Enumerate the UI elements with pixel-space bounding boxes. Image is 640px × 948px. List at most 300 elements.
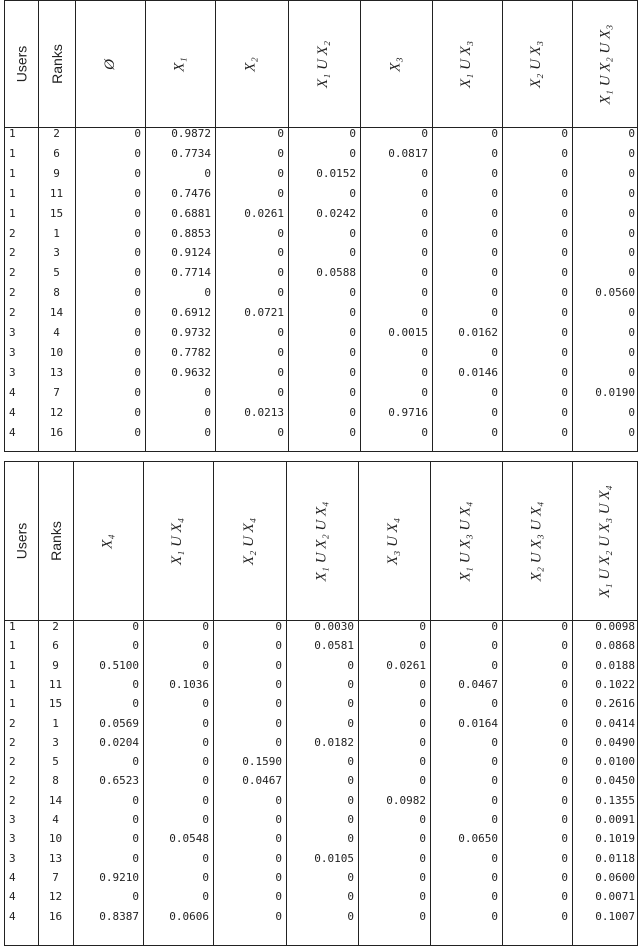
value-cell: 0.8853 xyxy=(171,226,211,240)
value-cell: 0.0213 xyxy=(244,405,284,419)
rank-cell: 4 xyxy=(52,813,59,826)
value-cell: 0.2616 xyxy=(595,697,635,711)
value-cell: 0 xyxy=(628,405,635,419)
value-cell: 0 xyxy=(419,755,426,769)
value-cell: 0.0467 xyxy=(458,677,498,691)
value-cell: 0 xyxy=(275,639,282,653)
value-cell: 0 xyxy=(134,306,141,320)
rank-cell: 16 xyxy=(49,425,64,439)
rank-cell: 3 xyxy=(53,246,60,260)
value-cell: 0 xyxy=(421,306,428,320)
user-cell: 4 xyxy=(9,425,16,439)
column-header xyxy=(572,462,639,620)
value-cell: 0.0152 xyxy=(316,166,356,180)
value-cell: 0 xyxy=(134,326,141,339)
column-header xyxy=(502,462,572,620)
value-cell: 0 xyxy=(134,286,141,300)
user-cell: 4 xyxy=(9,385,16,399)
column-header-label: X₁ U X₂ U X₃ xyxy=(597,24,613,104)
value-cell: 0 xyxy=(275,851,282,865)
value-cell: 0.7714 xyxy=(171,266,211,280)
rank-cell: 2 xyxy=(52,620,59,633)
value-cell: 0 xyxy=(491,870,498,884)
value-cell: 0 xyxy=(491,909,498,923)
value-cell: 0 xyxy=(134,127,141,140)
value-cell: 0 xyxy=(561,870,568,884)
rank-cell: 6 xyxy=(53,146,60,160)
value-cell: 0 xyxy=(132,793,139,807)
rank-cell: 9 xyxy=(52,658,59,672)
user-cell: 1 xyxy=(9,166,16,180)
value-cell: 0 xyxy=(491,186,498,200)
value-cell: 0 xyxy=(561,246,568,260)
value-cell: 0 xyxy=(421,206,428,220)
value-cell: 0 xyxy=(561,206,568,220)
value-cell: 0 xyxy=(419,813,426,826)
value-cell: 0 xyxy=(628,365,635,379)
value-cell: 0 xyxy=(202,735,209,749)
value-cell: 0 xyxy=(491,890,498,904)
value-cell: 0 xyxy=(421,127,428,140)
value-cell: 0 xyxy=(561,658,568,672)
value-cell: 0 xyxy=(491,166,498,180)
user-cell: 1 xyxy=(9,206,16,220)
value-cell: 0 xyxy=(275,832,282,846)
value-cell: 0 xyxy=(421,345,428,359)
value-cell: 0 xyxy=(561,266,568,280)
rank-cell: 5 xyxy=(53,266,60,280)
value-cell: 0 xyxy=(277,326,284,339)
value-cell: 0 xyxy=(202,755,209,769)
value-cell: 0 xyxy=(561,716,568,730)
value-cell: 0.0581 xyxy=(314,639,354,653)
value-cell: 0 xyxy=(202,851,209,865)
value-cell: 0.9732 xyxy=(171,326,211,339)
column-header xyxy=(430,462,502,620)
value-cell: 0 xyxy=(561,755,568,769)
value-cell: 0.6881 xyxy=(171,206,211,220)
value-cell: 0 xyxy=(132,639,139,653)
value-cell: 0 xyxy=(202,639,209,653)
value-cell: 0.6912 xyxy=(171,306,211,320)
value-cell: 0.0162 xyxy=(458,326,498,339)
value-cell: 0.9632 xyxy=(171,365,211,379)
value-cell: 0.8387 xyxy=(99,909,139,923)
column-header xyxy=(5,462,38,620)
value-cell: 0 xyxy=(419,890,426,904)
value-cell: 0.0650 xyxy=(458,832,498,846)
value-cell: 0 xyxy=(134,425,141,439)
value-cell: 0 xyxy=(277,385,284,399)
value-cell: 0 xyxy=(628,326,635,339)
column-header-label: X₃ U X₄ xyxy=(385,517,402,565)
value-cell: 0.0188 xyxy=(595,658,635,672)
rank-cell: 16 xyxy=(48,909,63,923)
column-header-label: X₂ U X₃ xyxy=(528,40,545,88)
value-cell: 0 xyxy=(628,226,635,240)
value-cell: 0 xyxy=(275,620,282,633)
value-cell: 0 xyxy=(349,385,356,399)
value-cell: 0 xyxy=(628,425,635,439)
column-header xyxy=(502,1,572,127)
value-cell: 0 xyxy=(349,326,356,339)
rank-cell: 11 xyxy=(49,186,64,200)
value-cell: 0 xyxy=(491,620,498,633)
value-cell: 0 xyxy=(491,226,498,240)
value-cell: 0 xyxy=(491,206,498,220)
value-cell: 0.1590 xyxy=(242,755,282,769)
column-header xyxy=(73,462,143,620)
rank-cell: 14 xyxy=(49,306,64,320)
value-cell: 0 xyxy=(491,266,498,280)
column-header xyxy=(213,462,286,620)
value-cell: 0 xyxy=(202,774,209,788)
value-cell: 0.0606 xyxy=(169,909,209,923)
value-cell: 0 xyxy=(347,697,354,711)
value-cell: 0.0450 xyxy=(595,774,635,788)
value-cell: 0 xyxy=(421,266,428,280)
value-cell: 0 xyxy=(134,365,141,379)
column-header xyxy=(145,1,215,127)
value-cell: 0 xyxy=(132,697,139,711)
value-cell: 0 xyxy=(347,813,354,826)
value-cell: 0.0548 xyxy=(169,832,209,846)
rank-cell: 11 xyxy=(48,677,63,691)
column-header-label: X₁ U X₃ U X₄ xyxy=(457,501,474,581)
rank-cell: 1 xyxy=(53,226,60,240)
value-cell: 0 xyxy=(561,909,568,923)
value-cell: 0 xyxy=(204,385,211,399)
user-cell: 3 xyxy=(9,365,16,379)
value-cell: 0 xyxy=(491,127,498,140)
value-cell: 0 xyxy=(275,813,282,826)
value-cell: 0.0817 xyxy=(388,146,428,160)
value-cell: 0 xyxy=(491,813,498,826)
value-cell: 0 xyxy=(202,697,209,711)
value-cell: 0 xyxy=(561,620,568,633)
rank-cell: 9 xyxy=(53,166,60,180)
value-cell: 0 xyxy=(628,345,635,359)
value-cell: 0.0030 xyxy=(314,620,354,633)
user-cell: 2 xyxy=(9,774,16,788)
column-header xyxy=(75,1,145,127)
value-cell: 0 xyxy=(277,345,284,359)
column-header xyxy=(358,462,430,620)
value-cell: 0 xyxy=(561,127,568,140)
rank-cell: 2 xyxy=(53,127,60,140)
value-cell: 0 xyxy=(349,146,356,160)
user-cell: 3 xyxy=(9,813,16,826)
value-cell: 0.0560 xyxy=(595,286,635,300)
column-header xyxy=(572,1,639,127)
user-cell: 4 xyxy=(9,870,16,884)
rank-cell: 12 xyxy=(49,405,64,419)
value-cell: 0 xyxy=(419,832,426,846)
value-cell: 0 xyxy=(491,755,498,769)
value-cell: 0 xyxy=(132,851,139,865)
column-header xyxy=(286,462,358,620)
value-cell: 0 xyxy=(561,226,568,240)
value-cell: 0 xyxy=(347,890,354,904)
value-cell: 0 xyxy=(202,716,209,730)
column-header-label: X₁ U X₂ xyxy=(315,40,332,88)
column-header-label: Users xyxy=(13,45,30,83)
value-cell: 0 xyxy=(275,735,282,749)
value-cell: 0 xyxy=(419,697,426,711)
value-cell: 0 xyxy=(277,226,284,240)
value-cell: 0 xyxy=(421,166,428,180)
user-cell: 2 xyxy=(9,755,16,769)
user-cell: 1 xyxy=(9,639,16,653)
value-cell: 0.0118 xyxy=(595,851,635,865)
user-cell: 3 xyxy=(9,326,16,339)
value-cell: 0.0164 xyxy=(458,716,498,730)
value-cell: 0 xyxy=(202,793,209,807)
column-header-label: X₁ U X₂ U X₃ U X₄ xyxy=(597,484,614,598)
value-cell: 0 xyxy=(561,677,568,691)
value-cell: 0.0091 xyxy=(595,813,635,826)
value-cell: 0 xyxy=(419,716,426,730)
value-cell: 0.1022 xyxy=(595,677,635,691)
rank-cell: 7 xyxy=(53,385,60,399)
value-cell: 0.1019 xyxy=(595,832,635,846)
column-header xyxy=(432,1,502,127)
rank-cell: 12 xyxy=(48,890,63,904)
column-header-label: X₁ U X₂ U X₄ xyxy=(313,501,330,581)
value-cell: 0 xyxy=(132,677,139,691)
value-cell: 0 xyxy=(561,697,568,711)
column-header-label: X₁ U X₃ xyxy=(458,40,475,88)
value-cell: 0 xyxy=(628,306,635,320)
value-cell: 0 xyxy=(419,774,426,788)
value-cell: 0 xyxy=(421,286,428,300)
value-cell: 0 xyxy=(275,909,282,923)
value-cell: 0 xyxy=(277,127,284,140)
value-cell: 0 xyxy=(202,620,209,633)
rank-cell: 7 xyxy=(52,870,59,884)
rank-cell: 10 xyxy=(48,832,63,846)
column-header xyxy=(143,462,213,620)
value-cell: 0 xyxy=(491,735,498,749)
value-cell: 0 xyxy=(561,774,568,788)
value-cell: 0 xyxy=(349,186,356,200)
value-cell: 0 xyxy=(349,345,356,359)
value-cell: 0.0204 xyxy=(99,735,139,749)
value-cell: 0 xyxy=(561,385,568,399)
value-cell: 0.0490 xyxy=(595,735,635,749)
user-cell: 4 xyxy=(9,909,16,923)
rank-cell: 6 xyxy=(52,639,59,653)
value-cell: 0.5100 xyxy=(99,658,139,672)
user-cell: 1 xyxy=(9,146,16,160)
value-cell: 0 xyxy=(275,658,282,672)
value-cell: 0 xyxy=(134,226,141,240)
rank-cell: 14 xyxy=(48,793,63,807)
column-header xyxy=(38,462,73,620)
user-cell: 1 xyxy=(9,620,16,633)
value-cell: 0 xyxy=(277,425,284,439)
value-cell: 0 xyxy=(349,127,356,140)
value-cell: 0 xyxy=(277,365,284,379)
value-cell: 0 xyxy=(132,620,139,633)
value-cell: 0 xyxy=(204,405,211,419)
value-cell: 0.0868 xyxy=(595,639,635,653)
value-cell: 0 xyxy=(628,206,635,220)
value-cell: 0 xyxy=(561,832,568,846)
value-cell: 0.0071 xyxy=(595,890,635,904)
value-cell: 0 xyxy=(419,620,426,633)
value-cell: 0 xyxy=(561,735,568,749)
value-cell: 0 xyxy=(275,697,282,711)
value-cell: 0 xyxy=(628,127,635,140)
probability-table-2 xyxy=(4,461,638,946)
value-cell: 0 xyxy=(275,793,282,807)
column-header-label: X₃ xyxy=(387,56,404,72)
value-cell: 0 xyxy=(275,677,282,691)
user-cell: 1 xyxy=(9,658,16,672)
user-cell: 3 xyxy=(9,832,16,846)
column-header-label: Ranks xyxy=(47,521,64,561)
value-cell: 0 xyxy=(419,639,426,653)
user-cell: 2 xyxy=(9,793,16,807)
value-cell: 0 xyxy=(134,246,141,260)
value-cell: 0.0105 xyxy=(314,851,354,865)
value-cell: 0 xyxy=(349,405,356,419)
value-cell: 0 xyxy=(347,677,354,691)
value-cell: 0 xyxy=(202,870,209,884)
value-cell: 0 xyxy=(349,365,356,379)
value-cell: 0.0982 xyxy=(386,793,426,807)
value-cell: 0.0098 xyxy=(595,620,635,633)
value-cell: 0.0190 xyxy=(595,385,635,399)
value-cell: 0 xyxy=(419,677,426,691)
value-cell: 0 xyxy=(491,246,498,260)
value-cell: 0 xyxy=(347,716,354,730)
value-cell: 0 xyxy=(561,793,568,807)
value-cell: 0 xyxy=(561,286,568,300)
value-cell: 0 xyxy=(349,226,356,240)
rank-cell: 8 xyxy=(53,286,60,300)
value-cell: 0 xyxy=(628,146,635,160)
value-cell: 0 xyxy=(561,345,568,359)
user-cell: 1 xyxy=(9,127,16,140)
value-cell: 0.0261 xyxy=(386,658,426,672)
value-cell: 0 xyxy=(204,166,211,180)
user-cell: 4 xyxy=(9,405,16,419)
value-cell: 0 xyxy=(277,266,284,280)
value-cell: 0 xyxy=(204,425,211,439)
column-header-label: X₄ xyxy=(99,533,116,549)
value-cell: 0 xyxy=(421,186,428,200)
value-cell: 0 xyxy=(561,813,568,826)
value-cell: 0 xyxy=(275,716,282,730)
value-cell: 0 xyxy=(347,774,354,788)
value-cell: 0 xyxy=(628,166,635,180)
value-cell: 0.0569 xyxy=(99,716,139,730)
column-header xyxy=(215,1,288,127)
rank-cell: 15 xyxy=(49,206,64,220)
value-cell: 0 xyxy=(349,286,356,300)
value-cell: 0 xyxy=(491,658,498,672)
value-cell: 0.0182 xyxy=(314,735,354,749)
value-cell: 0 xyxy=(419,735,426,749)
value-cell: 0.0721 xyxy=(244,306,284,320)
value-cell: 0 xyxy=(561,405,568,419)
rank-cell: 13 xyxy=(49,365,64,379)
value-cell: 0.0100 xyxy=(595,755,635,769)
value-cell: 0 xyxy=(275,870,282,884)
value-cell: 0.0146 xyxy=(458,365,498,379)
value-cell: 0 xyxy=(421,385,428,399)
value-cell: 0 xyxy=(491,774,498,788)
user-cell: 1 xyxy=(9,697,16,711)
column-header-label: Ranks xyxy=(48,44,65,84)
value-cell: 0 xyxy=(561,186,568,200)
value-cell: 0 xyxy=(347,755,354,769)
value-cell: 0 xyxy=(134,206,141,220)
value-cell: 0 xyxy=(491,793,498,807)
value-cell: 0 xyxy=(561,365,568,379)
user-cell: 2 xyxy=(9,716,16,730)
value-cell: 0.7782 xyxy=(171,345,211,359)
value-cell: 0 xyxy=(421,246,428,260)
probability-table-1 xyxy=(4,0,638,452)
user-cell: 3 xyxy=(9,851,16,865)
value-cell: 0.7734 xyxy=(171,146,211,160)
value-cell: 0 xyxy=(277,186,284,200)
value-cell: 0 xyxy=(561,166,568,180)
value-cell: 0 xyxy=(204,286,211,300)
value-cell: 0.9210 xyxy=(99,870,139,884)
value-cell: 0.0600 xyxy=(595,870,635,884)
column-header-label: X₁ xyxy=(171,56,188,72)
value-cell: 0 xyxy=(347,793,354,807)
value-cell: 0.0467 xyxy=(242,774,282,788)
value-cell: 0 xyxy=(491,425,498,439)
value-cell: 0.0015 xyxy=(388,326,428,339)
value-cell: 0.9716 xyxy=(388,405,428,419)
value-cell: 0 xyxy=(561,639,568,653)
value-cell: 0 xyxy=(421,365,428,379)
value-cell: 0 xyxy=(134,345,141,359)
user-cell: 4 xyxy=(9,890,16,904)
value-cell: 0 xyxy=(491,405,498,419)
value-cell: 0 xyxy=(491,306,498,320)
value-cell: 0 xyxy=(277,246,284,260)
column-header-label: X₂ U X₄ xyxy=(241,517,257,565)
column-header xyxy=(360,1,432,127)
value-cell: 0 xyxy=(349,425,356,439)
value-cell: 0.0261 xyxy=(244,206,284,220)
value-cell: 0 xyxy=(134,385,141,399)
value-cell: 0 xyxy=(491,697,498,711)
value-cell: 0 xyxy=(561,146,568,160)
value-cell: 0.0242 xyxy=(316,206,356,220)
value-cell: 0.6523 xyxy=(99,774,139,788)
value-cell: 0 xyxy=(134,146,141,160)
column-header-label: X₂ xyxy=(242,56,259,72)
value-cell: 0 xyxy=(561,306,568,320)
user-cell: 2 xyxy=(9,266,16,280)
value-cell: 0 xyxy=(491,639,498,653)
value-cell: 0 xyxy=(132,813,139,826)
rank-cell: 3 xyxy=(52,735,59,749)
value-cell: 0 xyxy=(349,246,356,260)
value-cell: 0 xyxy=(134,166,141,180)
column-header xyxy=(288,1,360,127)
value-cell: 0 xyxy=(132,755,139,769)
value-cell: 0 xyxy=(561,326,568,339)
